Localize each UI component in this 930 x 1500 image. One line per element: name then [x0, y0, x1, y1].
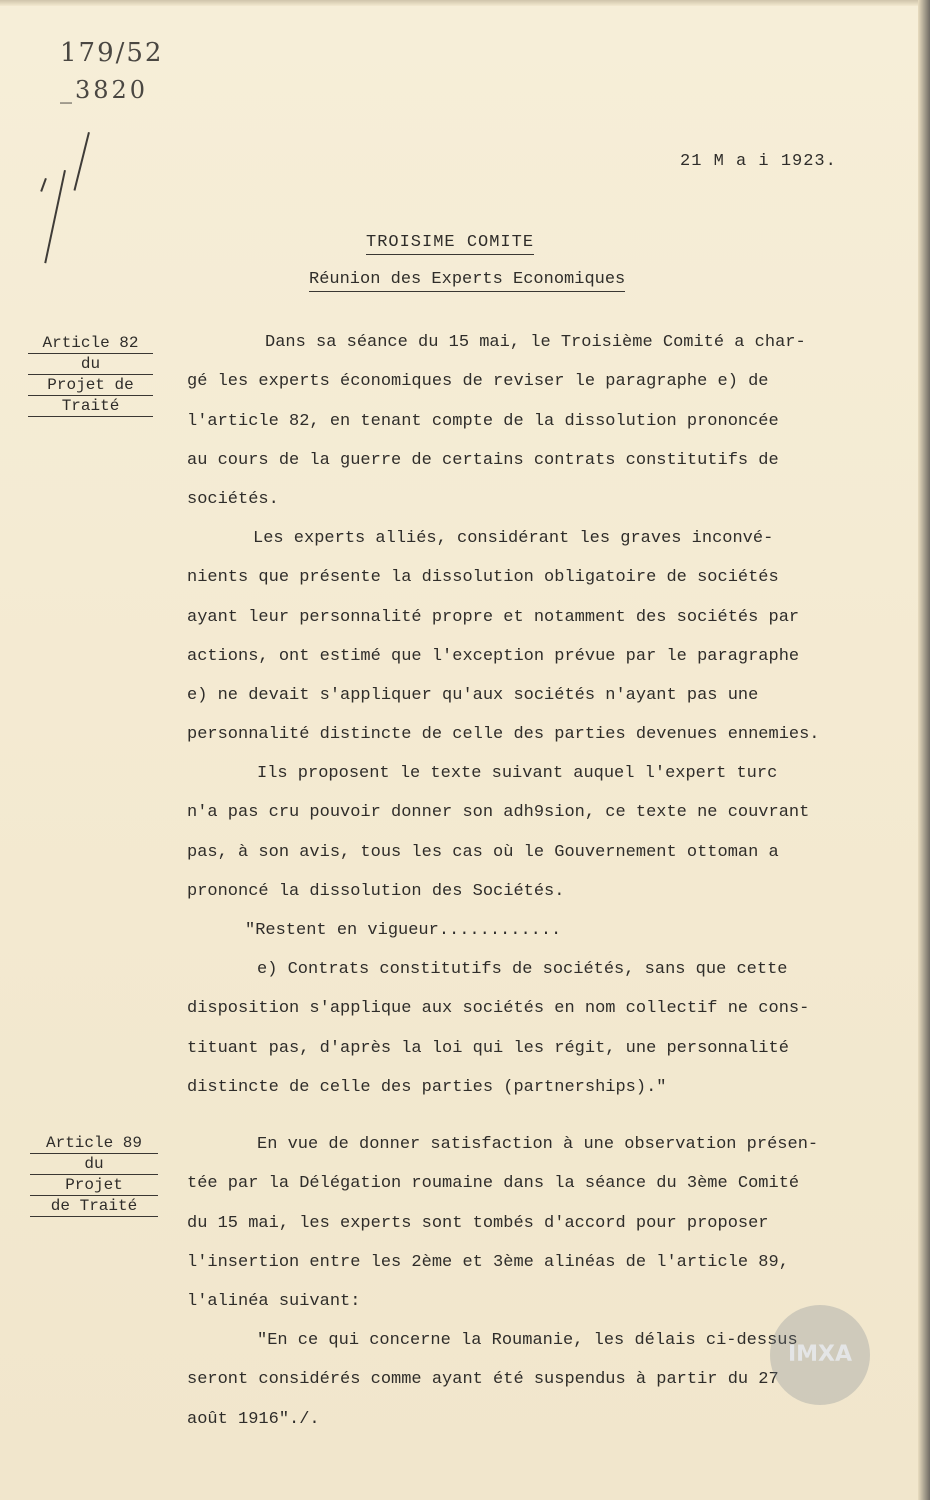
page-right-edge — [918, 0, 930, 1500]
text-line: gé les experts économiques de reviser le paragraphe e) de — [187, 372, 769, 392]
margin-note-line: Article 82 — [28, 333, 153, 354]
page-top-edge — [0, 0, 930, 6]
text-line: seront considérés comme ayant été suspendus à partir du 27 — [187, 1370, 779, 1390]
text-line: nients que présente la dissolution obligatoire de sociétés — [187, 568, 779, 588]
paragraph-proposal — [187, 754, 892, 911]
text-line: l'insertion entre les 2ème et 3ème alinéas de l'article 89, — [187, 1252, 789, 1272]
margin-note-line: du — [28, 354, 153, 375]
document-subtitle: Réunion des Experts Economiques — [309, 270, 625, 292]
paragraph-allied-experts — [187, 519, 892, 755]
margin-note-line: Projet — [30, 1175, 158, 1196]
text-line: En vue de donner satisfaction à une observation présen- — [257, 1135, 819, 1154]
text-line: Les experts alliés, considérant les graves inconvé- — [253, 529, 774, 548]
text-line: août 1916"./. — [187, 1409, 320, 1429]
text-line: l'alinéa suivant: — [187, 1292, 361, 1312]
margin-note-line: Article 89 — [30, 1133, 158, 1154]
text-line: e) Contrats constitutifs de sociétés, sans que cette — [257, 960, 788, 979]
text-line: prononcé la dissolution des Sociétés. — [187, 881, 565, 901]
text-line: n'a pas cru pouvoir donner son adh9sion, ce texte ne couvrant — [187, 803, 810, 823]
text-line: e) ne devait s'appliquer qu'aux sociétés n'ayant pas une — [187, 686, 759, 706]
margin-note-line: Projet de — [28, 375, 153, 396]
margin-note-article-82 — [28, 333, 153, 417]
text-line: Ils proposent le texte suivant auquel l'expert turc — [257, 764, 778, 783]
handwritten-stroke — [44, 170, 66, 263]
text-line: Dans sa séance du 15 mai, le Troisième Comité a char- — [265, 333, 806, 352]
text-line: "En ce qui concerne la Roumanie, les délais ci-dessus — [257, 1331, 798, 1350]
text-line: sociétés. — [187, 490, 279, 510]
paragraph-article-89 — [187, 1125, 892, 1321]
text-line: actions, ont estimé que l'exception prévue par le paragraphe — [187, 646, 800, 666]
document-title: TROISIME COMITE — [366, 233, 534, 255]
margin-note-line: de Traité — [30, 1196, 158, 1217]
margin-note-line: Traité — [28, 396, 153, 417]
text-line: "Restent en vigueur............ — [245, 921, 562, 940]
paragraph-quote-start — [187, 911, 892, 950]
text-line: tituant pas, d'après la loi qui les régit, une personnalité — [187, 1038, 789, 1058]
text-line: l'article 82, en tenant compte de la dissolution prononcée — [187, 411, 779, 431]
paragraph-quote-clause-e — [187, 950, 892, 1107]
stamped-reference-number: _3820 — [60, 76, 149, 104]
margin-note-article-89 — [30, 1133, 158, 1217]
handwritten-stroke — [40, 178, 47, 192]
document-date: 21 M a i 1923. — [680, 152, 837, 171]
paragraph-article-82-intro — [187, 323, 892, 519]
margin-note-line: du — [30, 1154, 158, 1175]
text-line: tée par la Délégation roumaine dans la séance du 3ème Comité — [187, 1174, 800, 1194]
text-line: au cours de la guerre de certains contrats constitutifs de — [187, 450, 779, 470]
text-line: ayant leur personnalité propre et notamment des sociétés par — [187, 607, 800, 627]
text-line: personnalité distincte de celle des parties devenues ennemies. — [187, 725, 820, 745]
archive-stamp-icon: ΙΜΧΑ — [770, 1305, 870, 1405]
text-line: disposition s'applique aux sociétés en nom collectif ne cons- — [187, 999, 810, 1019]
text-line: distincte de celle des parties (partnerships)." — [187, 1077, 667, 1097]
text-line: du 15 mai, les experts sont tombés d'accord pour proposer — [187, 1213, 769, 1233]
handwritten-reference-number: 179/52 — [60, 38, 164, 68]
handwritten-stroke — [73, 132, 89, 191]
text-line: pas, à son avis, tous les cas où le Gouvernement ottoman a — [187, 842, 779, 862]
